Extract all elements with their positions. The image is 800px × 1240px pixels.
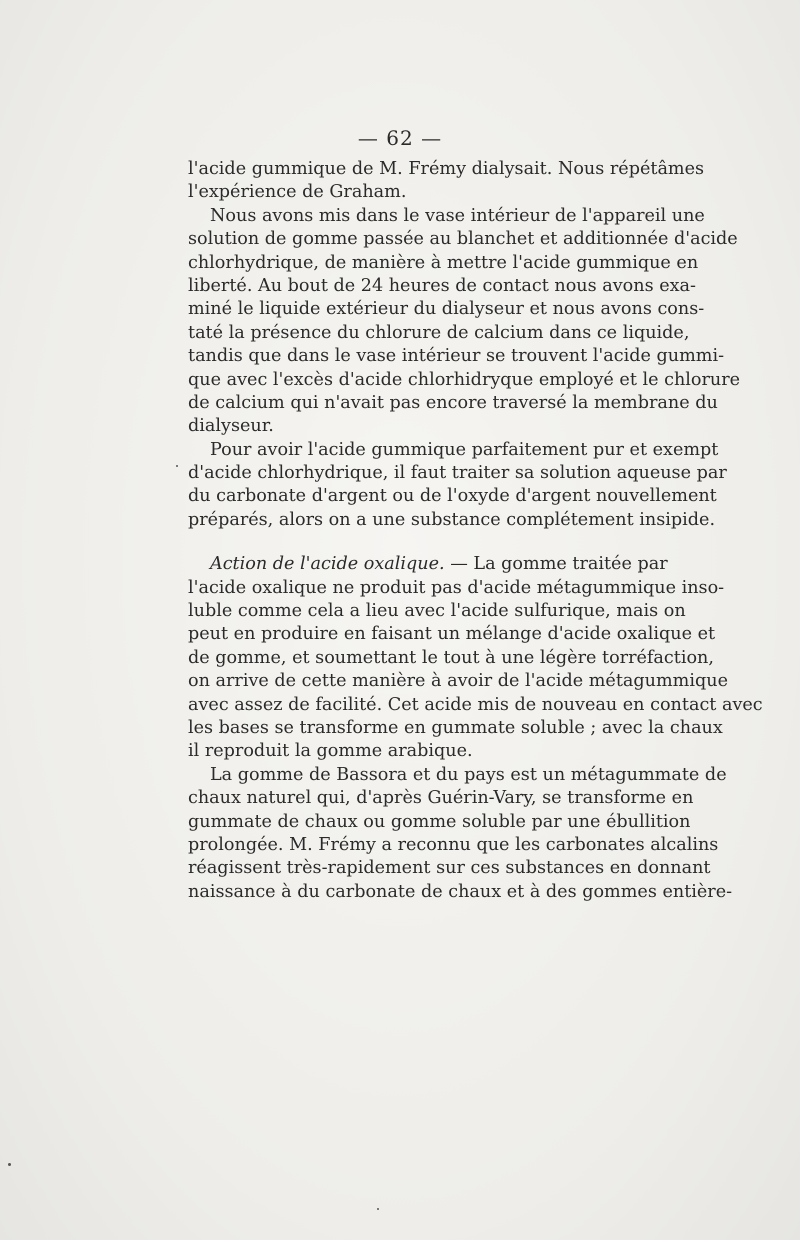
text-line: que avec l'excès d'acide chlorhidryque employé et le chlorure xyxy=(188,369,741,390)
text-line: de calcium qui n'avait pas encore traversé la membrane du xyxy=(188,392,718,413)
text-line: l'acide gummique de M. Frémy dialysait. Nous répétâmes xyxy=(188,159,705,179)
paragraph-2 xyxy=(188,205,741,439)
paragraph-1 xyxy=(188,158,705,205)
text-line: solution de gomme passée au blanchet et additionnée d'acide xyxy=(188,229,738,250)
paragraph-3 xyxy=(188,439,727,533)
ink-speck xyxy=(8,1163,11,1166)
text-line: liberté. Au bout de 24 heures de contact nous avons exa- xyxy=(188,275,696,296)
text-line xyxy=(188,553,668,576)
text-line: chaux naturel qui, d'après Guérin-Vary, se transforme en xyxy=(188,788,694,809)
text-line: La gomme de Bassora et du pays est un métagummate de xyxy=(210,764,727,785)
text-line: de gomme, et soumettant le tout à une légère torréfaction, xyxy=(188,647,714,668)
text-line: naissance à du carbonate de chaux et à des gommes entière- xyxy=(188,881,733,902)
text-line: l'expérience de Graham. xyxy=(188,182,407,203)
paragraph-5 xyxy=(188,764,733,904)
text-line: luble comme cela a lieu avec l'acide sulfurique, mais on xyxy=(188,601,686,622)
text-line: l'acide oxalique ne produit pas d'acide métagummique inso- xyxy=(188,577,725,598)
text-line: chlorhydrique, de manière à mettre l'acide gummique en xyxy=(188,252,699,273)
text-line: réagissent très-rapidement sur ces substances en donnant xyxy=(188,858,711,879)
text-line: avec assez de facilité. Cet acide mis de nouveau en contact avec xyxy=(188,694,763,715)
text-line: du carbonate d'argent ou de l'oxyde d'argent nouvellement xyxy=(188,486,717,507)
text-line: dialyseur. xyxy=(188,416,274,437)
text-line: d'acide chlorhydrique, il faut traiter sa solution aqueuse par xyxy=(188,463,727,484)
text-line: on arrive de cette manière à avoir de l'acide métagummique xyxy=(188,671,728,692)
page-number: — 62 — xyxy=(357,126,443,150)
text-line: les bases se transforme en gummate soluble ; avec la chaux xyxy=(188,717,723,738)
text-line: peut en produire en faisant un mélange d'acide oxalique et xyxy=(188,624,716,645)
text-line-continuation: — La gomme traitée par xyxy=(444,554,668,575)
text-line: tandis que dans le vase intérieur se trouvent l'acide gummi- xyxy=(188,346,725,367)
section-heading: Action de l'acide oxalique. xyxy=(210,554,445,575)
text-line: miné le liquide extérieur du dialyseur et nous avons cons- xyxy=(188,299,705,320)
text-line: prolongée. M. Frémy a reconnu que les carbonates alcalins xyxy=(188,834,719,855)
text-line: Nous avons mis dans le vase intérieur de l'appareil une xyxy=(210,205,705,226)
text-line: taté la présence du chlorure de calcium dans ce liquide, xyxy=(188,322,690,343)
text-line: gummate de chaux ou gomme soluble par une ébullition xyxy=(188,811,691,832)
ink-speck xyxy=(176,465,178,467)
text-line: il reproduit la gomme arabique. xyxy=(188,741,473,762)
ink-speck xyxy=(377,1208,379,1210)
text-line: préparés, alors on a une substance complétement insipide. xyxy=(188,509,716,530)
body-text xyxy=(188,158,763,904)
text-line: Pour avoir l'acide gummique parfaitement pur et exempt xyxy=(210,439,719,460)
paragraph-oxalic-section xyxy=(188,553,763,764)
